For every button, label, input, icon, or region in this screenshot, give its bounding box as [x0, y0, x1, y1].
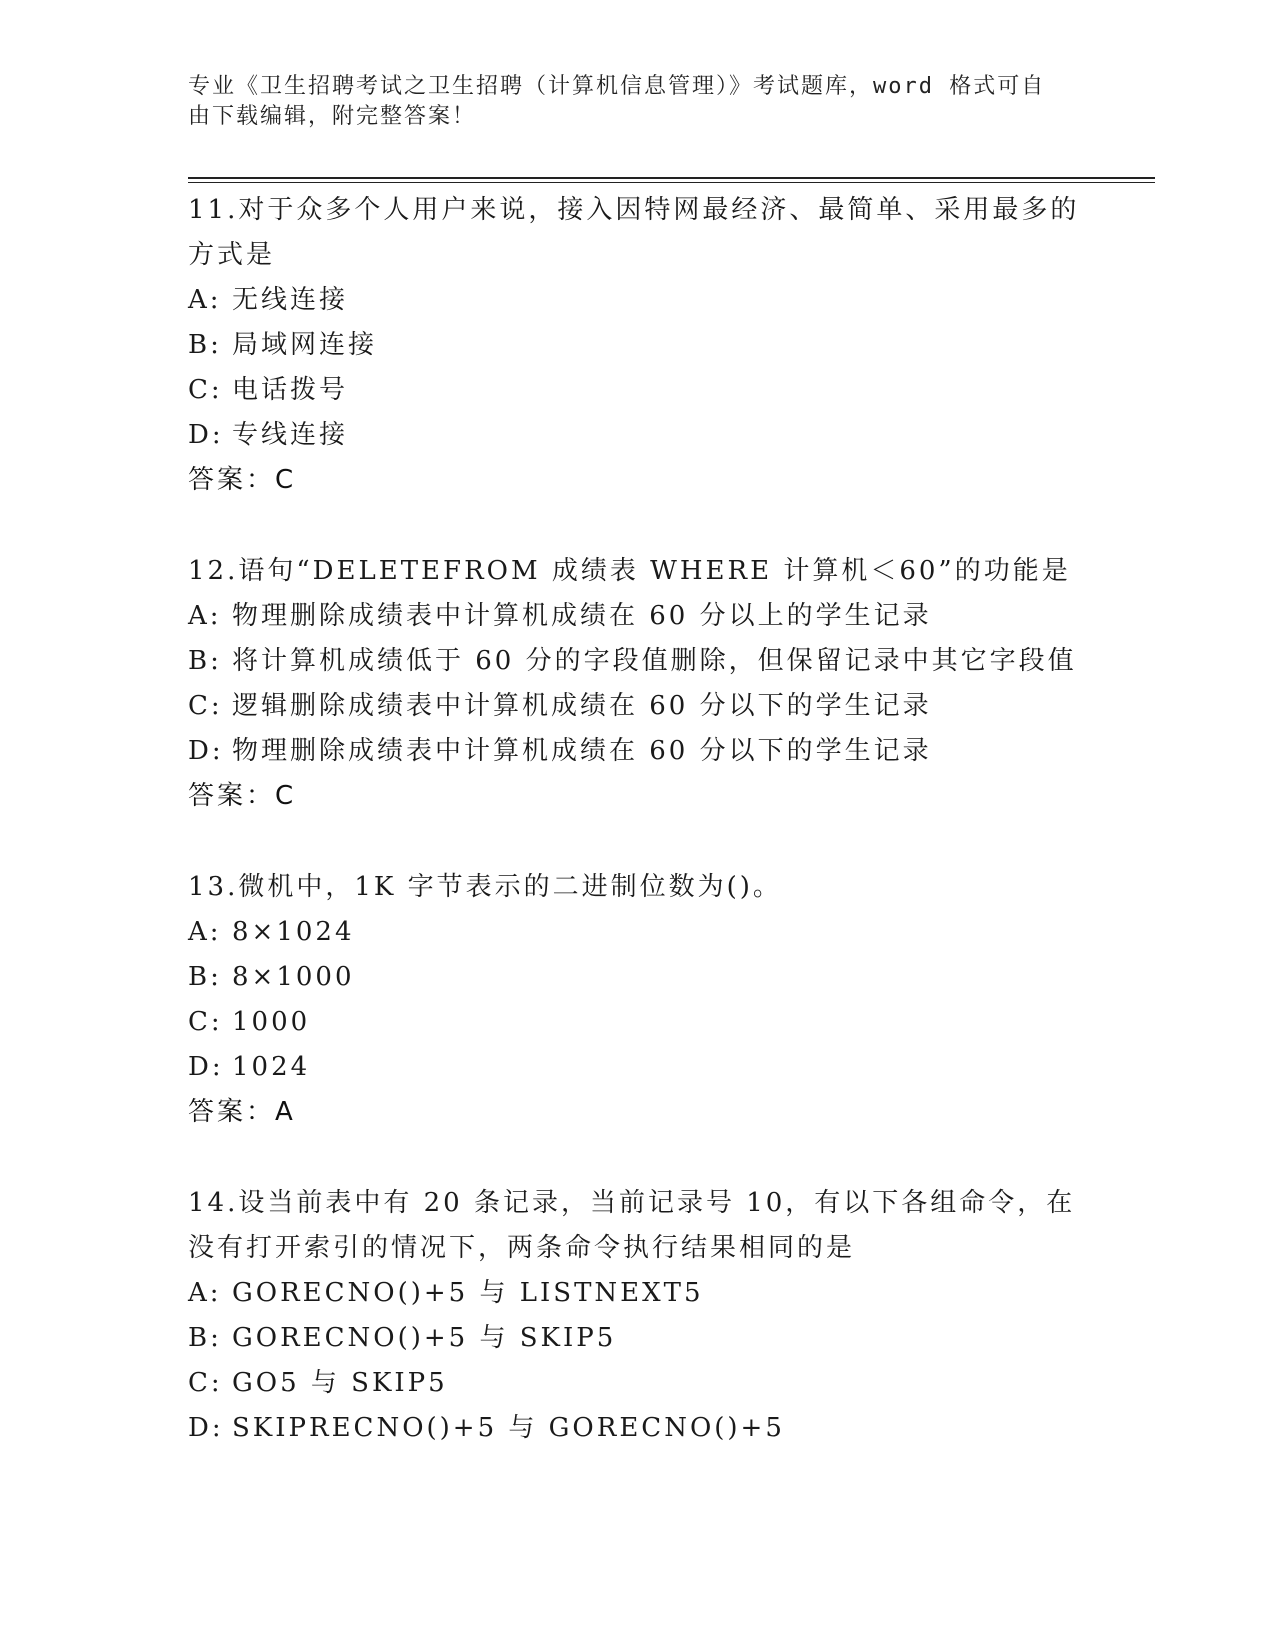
document-intro: 专业《卫生招聘考试之卫生招聘（计算机信息管理）》考试题库，word 格式可自由下载编辑，附完整答案！ — [188, 74, 1046, 129]
option-c — [188, 368, 1088, 413]
option-a — [188, 910, 1088, 955]
option-letter: A: — [188, 285, 222, 315]
option-text: 1000 — [232, 1007, 311, 1037]
option-letter: B: — [188, 1323, 222, 1353]
option-a — [188, 1271, 1088, 1316]
option-b — [188, 1316, 1088, 1361]
option-letter: B: — [188, 330, 222, 360]
option-text: GORECNO()+5 与 SKIP5 — [232, 1323, 617, 1353]
option-letter: A: — [188, 917, 222, 947]
option-text: GORECNO()+5 与 LISTNEXT5 — [232, 1278, 704, 1308]
question-list — [188, 188, 1088, 1497]
option-c — [188, 684, 1088, 729]
option-letter: B: — [188, 646, 222, 676]
option-c — [188, 1361, 1088, 1406]
option-letter: B: — [188, 962, 222, 992]
option-d — [188, 1045, 1088, 1090]
option-text: GO5 与 SKIP5 — [232, 1368, 448, 1398]
option-letter: A: — [188, 1278, 222, 1308]
question-stem: 12.语句“DELETEFROM 成绩表 WHERE 计算机＜60”的功能是 — [188, 556, 1071, 586]
option-text: 局域网连接 — [232, 330, 378, 360]
option-letter: C: — [188, 375, 223, 405]
option-text: 无线连接 — [232, 285, 349, 315]
option-text: 8×1024 — [232, 917, 355, 947]
question-stem: 13.微机中，1K 字节表示的二进制位数为()。 — [188, 872, 782, 902]
option-d — [188, 1406, 1088, 1451]
option-letter: D: — [188, 736, 224, 766]
option-a — [188, 594, 1088, 639]
option-text: SKIPRECNO()+5 与 GORECNO()+5 — [232, 1413, 785, 1443]
option-a — [188, 278, 1088, 323]
answer-line: 答案：C — [188, 465, 297, 495]
answer-line: 答案：A — [188, 1097, 296, 1127]
answer-line: 答案：C — [188, 781, 297, 811]
header-rule-thin — [188, 182, 1155, 183]
option-letter: C: — [188, 691, 223, 721]
option-text: 逻辑删除成绩表中计算机成绩在 60 分以下的学生记录 — [232, 691, 932, 721]
option-letter: C: — [188, 1368, 223, 1398]
option-c — [188, 1000, 1088, 1045]
question-stem: 11.对于众多个人用户来说，接入因特网最经济、最简单、采用最多的方式是 — [188, 195, 1080, 270]
option-text: 1024 — [232, 1052, 311, 1082]
option-text: 专线连接 — [232, 420, 349, 450]
header-rule-thick — [188, 177, 1155, 179]
option-text: 电话拨号 — [232, 375, 349, 405]
option-b — [188, 639, 1088, 684]
option-b — [188, 323, 1088, 368]
option-d — [188, 413, 1088, 458]
option-letter: C: — [188, 1007, 223, 1037]
option-text: 物理删除成绩表中计算机成绩在 60 分以下的学生记录 — [232, 736, 932, 766]
option-letter: A: — [188, 601, 222, 631]
question-item — [188, 549, 1088, 819]
option-text: 8×1000 — [232, 962, 355, 992]
option-letter: D: — [188, 1413, 224, 1443]
option-letter: D: — [188, 1052, 224, 1082]
question-item — [188, 1181, 1088, 1451]
question-item — [188, 188, 1088, 503]
option-text: 将计算机成绩低于 60 分的字段值删除，但保留记录中其它字段值 — [232, 646, 1077, 676]
question-item — [188, 865, 1088, 1135]
question-stem: 14.设当前表中有 20 条记录，当前记录号 10，有以下各组命令，在没有打开索引的情况下，两条命令执行结果相同的是 — [188, 1188, 1076, 1263]
option-letter: D: — [188, 420, 224, 450]
option-d — [188, 729, 1088, 774]
option-text: 物理删除成绩表中计算机成绩在 60 分以上的学生记录 — [232, 601, 932, 631]
option-b — [188, 955, 1088, 1000]
